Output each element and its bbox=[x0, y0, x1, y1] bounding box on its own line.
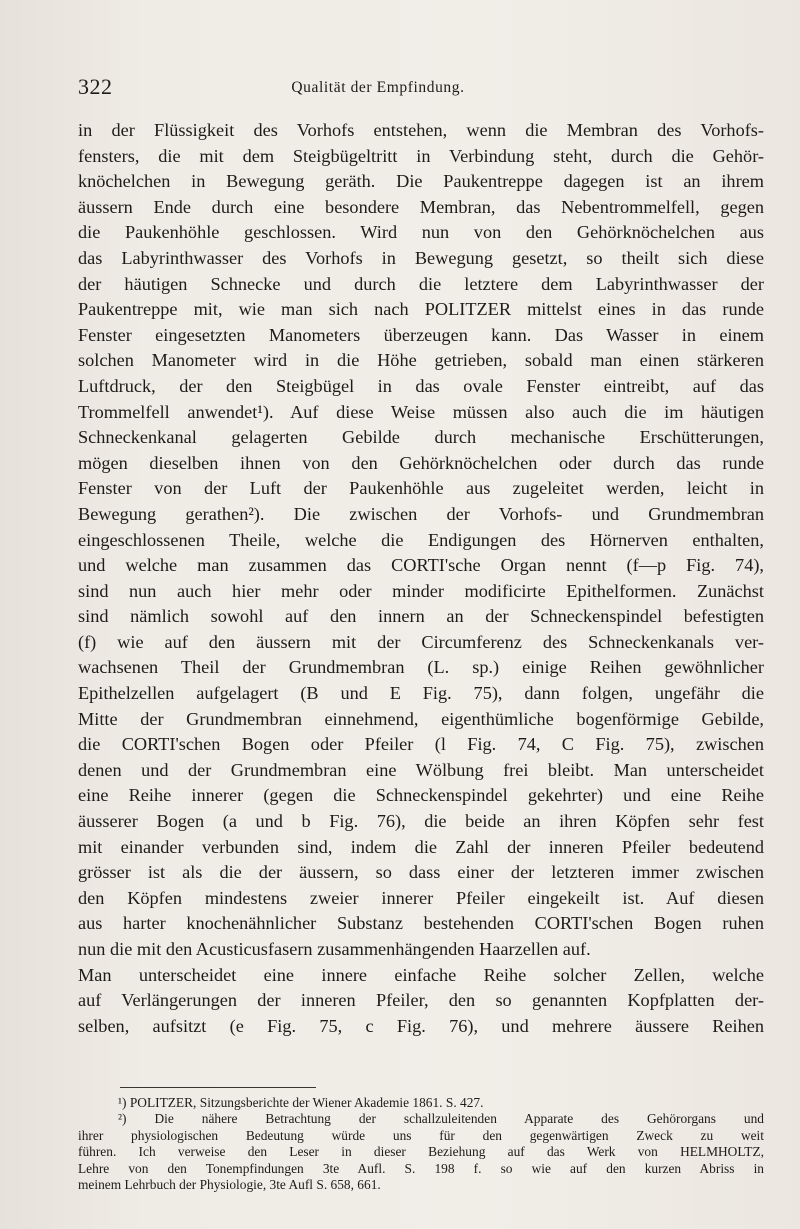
text-line: denen und der Grundmembran eine Wölbung frei bleibt. Man unterscheidet bbox=[78, 759, 764, 780]
text-line: Bewegung gerathen²). Die zwischen der Vorhofs- und Grundmembran bbox=[78, 503, 764, 524]
main-text bbox=[78, 118, 764, 1039]
footnote-2: ²) Die nähere Betrachtung der schallzuleitenden Apparate des Gehörorgans und bbox=[118, 1111, 764, 1127]
text-line: aus harter knochenähnlicher Substanz bestehenden CORTI'schen Bogen ruhen bbox=[78, 913, 764, 934]
text-line: eingeschlossenen Theile, welche die Endigungen des Hörnerven enthalten, bbox=[78, 529, 764, 550]
text-line: äusserer Bogen (a und b Fig. 76), die beide an ihren Köpfen sehr fest bbox=[78, 811, 764, 832]
text-line: grösser ist als die der äussern, so dass einer der letzteren immer zwischen bbox=[78, 862, 764, 883]
text-line: Man unterscheidet eine innere einfache Reihe solcher Zellen, welche bbox=[78, 964, 764, 985]
text-line: Schneckenkanal gelagerten Gebilde durch mechanische Erschütterungen, bbox=[78, 427, 764, 448]
text-line: knöchelchen in Bewegung geräth. Die Paukentreppe dagegen ist an ihrem bbox=[78, 171, 764, 192]
text-line: sind nämlich sowohl auf den innern an der Schneckenspindel befestigten bbox=[78, 606, 764, 627]
text-line: Fenster eingesetzten Manometers überzeugen kann. Das Wasser in einem bbox=[78, 324, 764, 345]
text-line: Epithelzellen aufgelagert (B und E Fig. 75), dann folgen, ungefähr die bbox=[78, 683, 764, 704]
text-line: die CORTI'schen Bogen oder Pfeiler (l Fig. 74, C Fig. 75), zwischen bbox=[78, 734, 764, 755]
footnotes bbox=[78, 1095, 764, 1193]
text-line: auf Verlängerungen der inneren Pfeiler, den so genannten Kopfplatten der- bbox=[78, 990, 764, 1011]
page-number: 322 bbox=[78, 74, 113, 99]
text-line: das Labyrinthwasser des Vorhofs in Bewegung gesetzt, so theilt sich diese bbox=[78, 247, 764, 268]
text-line: solchen Manometer wird in die Höhe getrieben, sobald man einen stärkeren bbox=[78, 350, 764, 371]
running-title: Qualität der Empfindung. bbox=[291, 79, 465, 96]
footnote-divider bbox=[120, 1087, 316, 1088]
text-line: selben, aufsitzt (e Fig. 75, c Fig. 76), und mehrere äussere Reihen bbox=[78, 1015, 764, 1036]
text-line: eine Reihe innerer (gegen die Schneckenspindel gekehrter) und eine Reihe bbox=[78, 785, 764, 806]
text-line: sind nun auch hier mehr oder minder modificirte Epithelformen. Zunächst bbox=[78, 580, 764, 601]
footnote-line: meinem Lehrbuch der Physiologie, 3te Aufl S. 658, 661. bbox=[78, 1176, 381, 1192]
text-line: nun die mit den Acusticusfasern zusammenhängenden Haarzellen auf. bbox=[78, 939, 591, 959]
footnote-line: führen. Ich verweise den Leser in dieser Beziehung auf das Werk von HELMHOLTZ, bbox=[78, 1144, 764, 1160]
footnote-1: ¹) POLITZER, Sitzungsberichte der Wiener Akademie 1861. S. 427. bbox=[118, 1095, 484, 1110]
text-line: Trommelfell anwendet¹). Auf diese Weise müssen also auch die im häutigen bbox=[78, 401, 764, 422]
text-line: (f) wie auf den äussern mit der Circumferenz des Schneckenkanals ver- bbox=[78, 631, 764, 652]
text-line: äussern Ende durch eine besondere Membran, das Nebentrommelfell, gegen bbox=[78, 196, 764, 217]
text-line: in der Flüssigkeit des Vorhofs entstehen, wenn die Membran des Vorhofs- bbox=[78, 120, 764, 140]
page-header bbox=[78, 74, 748, 104]
text-line: und welche man zusammen das CORTI'sche Organ nennt (f—p Fig. 74), bbox=[78, 555, 764, 576]
text-line: Fenster von der Luft der Paukenhöhle aus zugeleitet werden, leicht in bbox=[78, 478, 764, 499]
footnote-line: ihrer physiologischen Bedeutung würde uns für den gegenwärtigen Zweck zu weit bbox=[78, 1127, 764, 1143]
text-line: mit einander verbunden sind, indem die Zahl der inneren Pfeiler bedeutend bbox=[78, 836, 764, 857]
text-line: Paukentreppe mit, wie man sich nach POLITZER mittelst eines in das runde bbox=[78, 299, 764, 320]
text-line: mögen dieselben ihnen von den Gehörknöchelchen oder durch das runde bbox=[78, 452, 764, 473]
footnote-line: Lehre von den Tonempfindungen 3te Aufl. S. 198 f. so wie auf den kurzen Abriss in bbox=[78, 1160, 764, 1176]
text-line: Luftdruck, der den Steigbügel in das ovale Fenster eintreibt, auf das bbox=[78, 375, 764, 396]
text-line: fensters, die mit dem Steigbügeltritt in Verbindung steht, durch die Gehör- bbox=[78, 145, 764, 166]
text-line: die Paukenhöhle geschlossen. Wird nun von den Gehörknöchelchen aus bbox=[78, 222, 764, 243]
text-line: der häutigen Schnecke und durch die letztere dem Labyrinthwasser der bbox=[78, 273, 764, 294]
text-line: wachsenen Theil der Grundmembran (L. sp.) einige Reihen gewöhnlicher bbox=[78, 657, 764, 678]
text-line: Mitte der Grundmembran einnehmend, eigenthümliche bogenförmige Gebilde, bbox=[78, 708, 764, 729]
text-line: den Köpfen mindestens zweier innerer Pfeiler eingekeilt ist. Auf diesen bbox=[78, 887, 764, 908]
